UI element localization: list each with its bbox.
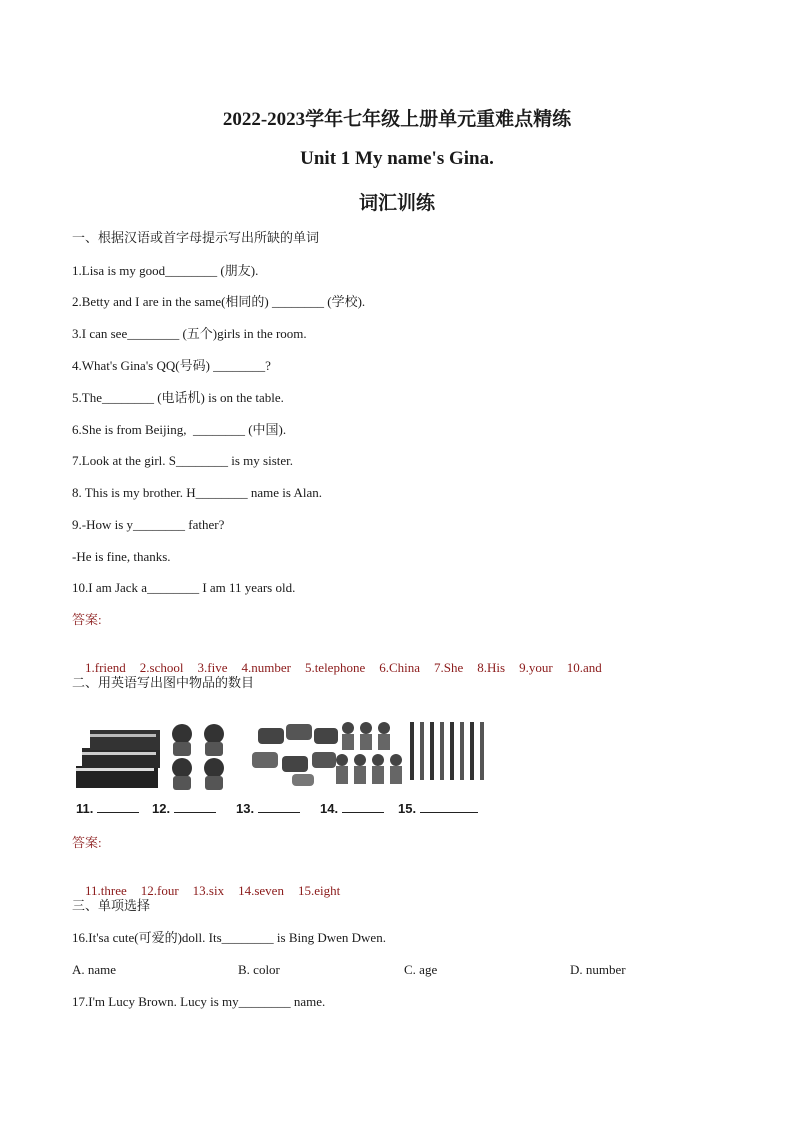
answer-item: 6.China: [379, 660, 421, 675]
section-subtitle: 词汇训练: [358, 193, 435, 214]
answer-item: 5.telephone: [304, 660, 366, 675]
answer-item: 10.and: [566, 660, 602, 675]
figurines-illustration: [336, 722, 402, 784]
figure-label-13: 13.: [236, 800, 300, 816]
question-16: 16.It'sa cute(可爱的)doll. Its________ is Bing Dwen Dwen.: [72, 930, 386, 945]
figure-label-12: 12.: [152, 800, 216, 816]
answer-item: 8.His: [477, 660, 506, 675]
answer-item: 14.seven: [238, 883, 284, 898]
unit-title: Unit 1 My name's Gina.: [300, 148, 494, 169]
answer-item: 12.four: [140, 883, 179, 898]
answer-item: 3.five: [197, 660, 228, 675]
figure-label-14: 14.: [320, 800, 384, 816]
answer-item: 7.She: [434, 660, 464, 675]
question-1: 1.Lisa is my good________ (朋友).: [72, 263, 259, 278]
answer-item: 13.six: [192, 883, 225, 898]
section3-heading: 三、单项选择: [72, 899, 151, 914]
question-7: 7.Look at the girl. S________ is my sister.: [72, 453, 293, 468]
figure-label-15: 15.: [398, 800, 478, 816]
answer-item: 9.your: [519, 660, 553, 675]
question-17: 17.I'm Lucy Brown. Lucy is my________ name.: [72, 994, 326, 1009]
answer-item: 2.school: [139, 660, 184, 675]
question-6: 6.She is from Beijing, ________ (中国).: [72, 422, 287, 437]
option-b: B. color: [238, 962, 280, 977]
section1-heading: 一、根据汉语或首字母提示写出所缺的单词: [72, 231, 320, 246]
question-9-reply: -He is fine, thanks.: [72, 549, 171, 564]
answer-label-2: 答案:: [72, 835, 102, 850]
pens-illustration: [410, 722, 484, 780]
section2-heading: 二、用英语写出图中物品的数目: [72, 676, 255, 691]
option-d: D. number: [570, 962, 626, 977]
question-2: 2.Betty and I are in the same(相同的) ________ (学校).: [72, 294, 366, 309]
question-3: 3.I can see________ (五个)girls in the room.: [72, 326, 307, 341]
answer-label-1: 答案:: [72, 612, 102, 627]
books-illustration: [76, 730, 160, 788]
cars-illustration: [252, 724, 338, 786]
question-4: 4.What's Gina's QQ(号码) ________?: [72, 358, 271, 373]
question-9: 9.-How is y________ father?: [72, 517, 225, 532]
answer-item: 1.friend: [85, 660, 126, 675]
question-8: 8. This is my brother. H________ name is Alan.: [72, 485, 322, 500]
option-a: A. name: [72, 962, 117, 977]
answer-item: 11.three: [85, 883, 127, 898]
question-10: 10.I am Jack a________ I am 11 years old.: [72, 580, 296, 595]
dolls-illustration: [172, 724, 224, 790]
answer-item: 4.number: [241, 660, 291, 675]
option-c: C. age: [404, 962, 438, 977]
figure-label-11: 11.: [76, 800, 139, 816]
answer-item: 15.eight: [297, 883, 341, 898]
question-5: 5.The________ (电话机) is on the table.: [72, 390, 284, 405]
page-title: 2022-2023学年七年级上册单元重难点精练: [222, 109, 572, 130]
